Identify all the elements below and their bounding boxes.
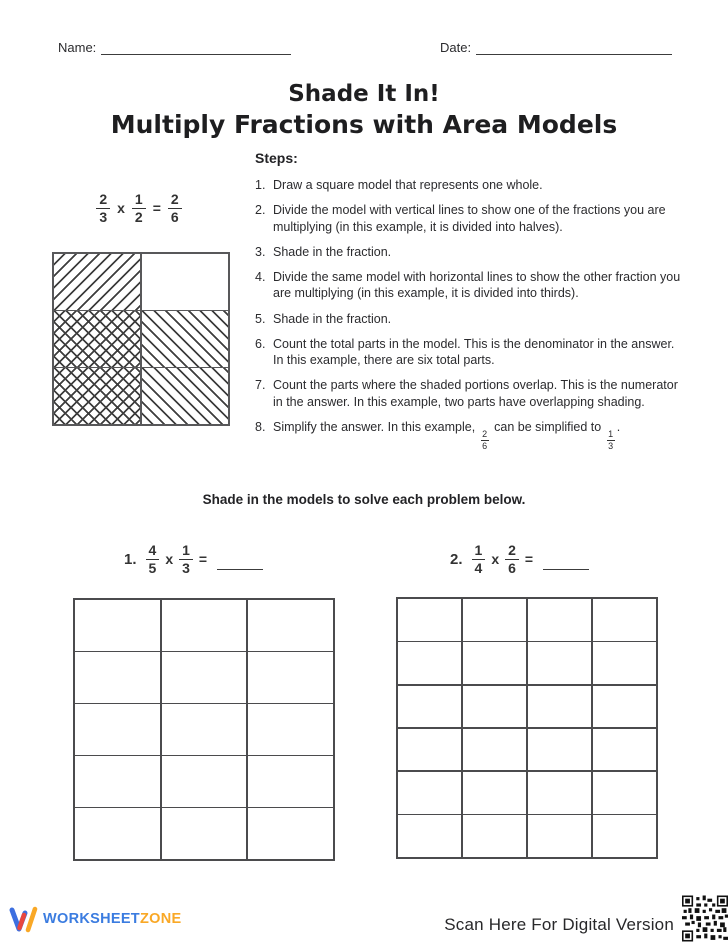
step-number: 6. [255, 336, 266, 351]
fraction [505, 543, 519, 575]
problem-number: 1. [124, 550, 137, 568]
fraction-numerator: 2 [482, 428, 488, 439]
title-line-1: Shade It In! [288, 81, 440, 107]
model-cell [463, 642, 526, 684]
multiply-operator: x [165, 551, 174, 568]
model-cell [162, 704, 247, 755]
fraction [96, 192, 110, 224]
model-cell [528, 772, 591, 814]
fraction-denominator: 3 [99, 208, 108, 225]
model-cell [398, 599, 461, 641]
answer-blank-line [217, 543, 263, 570]
model-cell [248, 600, 333, 651]
fraction-denominator: 2 [134, 208, 143, 225]
model-cell [248, 704, 333, 755]
fraction-denominator: 5 [148, 559, 157, 576]
problem-number: 2. [450, 550, 463, 568]
model-cell [54, 254, 140, 310]
step-text: Shade in the fraction. [273, 244, 392, 259]
title-line-2: Multiply Fractions with Area Models [110, 109, 618, 139]
date-label: Date: [440, 40, 472, 55]
step-text: Divide the model with vertical lines to show one of the fractions you are multiplying (in this example, it is divided into halves). [273, 203, 666, 234]
problem-2-grid [396, 597, 658, 859]
model-cell [248, 756, 333, 807]
fraction-numerator: 1 [608, 428, 614, 439]
problem-2-equation [450, 543, 589, 575]
step-text [273, 419, 685, 451]
name-field [58, 40, 291, 55]
model-cell [162, 600, 247, 651]
equals-sign: = [524, 551, 534, 568]
model-cell [398, 686, 461, 728]
model-cell [248, 652, 333, 703]
worksheet-zone-logo [8, 903, 181, 935]
fraction-numerator: 2 [505, 543, 519, 560]
date-blank-line [476, 41, 672, 55]
date-field [440, 40, 672, 55]
model-cell [75, 600, 160, 651]
step-number: 3. [255, 244, 266, 259]
step-item-2 [255, 202, 685, 235]
step-number: 1. [255, 178, 266, 192]
model-cell [75, 808, 160, 859]
model-cell [528, 686, 591, 728]
step-item-6 [255, 336, 685, 369]
example-equation [52, 192, 226, 224]
inline-fraction [607, 430, 615, 451]
step-item-7 [255, 377, 685, 410]
step-number: 8. [255, 419, 266, 434]
model-cell [398, 729, 461, 771]
fraction [168, 192, 182, 224]
fraction-denominator: 6 [508, 559, 516, 576]
fraction-denominator: 3 [608, 440, 614, 451]
model-cell [162, 652, 247, 703]
model-cell [593, 815, 656, 857]
model-cell [593, 686, 656, 728]
steps-list [255, 177, 685, 460]
fraction [146, 543, 160, 575]
fraction-denominator: 3 [182, 559, 190, 576]
fraction [179, 543, 193, 575]
name-label: Name: [58, 40, 97, 55]
model-cell [398, 642, 461, 684]
model-cell [142, 311, 228, 367]
step-text-part: can be simplified to [494, 419, 602, 434]
qr-code-icon [682, 895, 728, 942]
step-text: Divide the same model with horizontal lines to show the other fraction you are multiplying (in this example, it is divided into thirds). [273, 270, 681, 301]
model-cell [248, 808, 333, 859]
multiply-operator: x [117, 200, 125, 217]
step-text: Count the parts where the shaded portions overlap. This is the numerator in the answer. In this example, two parts have overlapping shading. [273, 378, 678, 409]
section-heading: Shade in the models to solve each problem below. [202, 492, 526, 507]
step-text: Count the total parts in the model. This is the denominator in the answer. In this example, there are six total parts. [273, 336, 675, 367]
model-cell [162, 808, 247, 859]
model-cell [463, 772, 526, 814]
scan-here-text: Scan Here For Digital Version [444, 915, 674, 934]
fraction-denominator: 4 [474, 559, 483, 576]
step-text-part: . [616, 419, 621, 434]
step-item-3 [255, 244, 685, 260]
step-text: Draw a square model that represents one whole. [273, 178, 543, 192]
fraction [472, 543, 486, 575]
inline-fraction [481, 430, 489, 451]
model-cell [593, 772, 656, 814]
fraction-numerator: 2 [96, 192, 110, 209]
model-cell [75, 704, 160, 755]
model-cell [54, 311, 140, 367]
model-cell [54, 368, 140, 424]
fraction-numerator: 4 [146, 543, 160, 560]
model-cell [398, 772, 461, 814]
model-cell [142, 254, 228, 310]
model-cell [528, 815, 591, 857]
step-item-1 [255, 177, 685, 193]
model-cell [593, 729, 656, 771]
fraction-numerator: 1 [472, 543, 486, 560]
model-cell [463, 729, 526, 771]
model-cell [398, 815, 461, 857]
answer-blank-line [543, 543, 589, 570]
multiply-operator: x [491, 551, 500, 568]
model-cell [593, 642, 656, 684]
problem-1-grid [73, 598, 335, 861]
equals-sign: = [198, 551, 208, 568]
model-cell [463, 599, 526, 641]
model-cell [142, 368, 228, 424]
model-cell [528, 599, 591, 641]
model-cell [75, 652, 160, 703]
fraction-numerator: 1 [132, 192, 146, 209]
step-number: 2. [255, 203, 266, 218]
example-area-model-grid [52, 252, 230, 426]
model-cell [593, 599, 656, 641]
step-text: Shade in the fraction. [273, 311, 392, 326]
steps-heading: Steps: [255, 150, 298, 166]
fraction-numerator: 2 [168, 192, 182, 209]
model-cell [162, 756, 247, 807]
model-cell [528, 729, 591, 771]
step-number: 5. [255, 311, 266, 326]
fraction-denominator: 6 [482, 440, 488, 451]
problem-1-equation [124, 543, 263, 575]
brand-worksheet: WORKSHEET [43, 911, 140, 927]
name-blank-line [101, 41, 291, 55]
step-item-5 [255, 311, 685, 327]
model-cell [75, 756, 160, 807]
step-number: 7. [255, 378, 266, 393]
step-item-4 [255, 269, 685, 302]
model-cell [463, 686, 526, 728]
page-title [0, 80, 728, 140]
fraction-denominator: 6 [170, 208, 179, 225]
fraction [132, 192, 146, 224]
worksheet-zone-logo-icon [8, 903, 38, 935]
brand-zone: ZONE [139, 911, 182, 927]
step-item-8 [255, 419, 685, 451]
fraction-numerator: 1 [179, 543, 193, 560]
model-cell [528, 642, 591, 684]
brand-text [43, 911, 181, 927]
step-text-part: Simplify the answer. In this example, [273, 419, 476, 434]
step-number: 4. [255, 270, 266, 284]
equals-sign: = [152, 200, 161, 217]
model-cell [463, 815, 526, 857]
